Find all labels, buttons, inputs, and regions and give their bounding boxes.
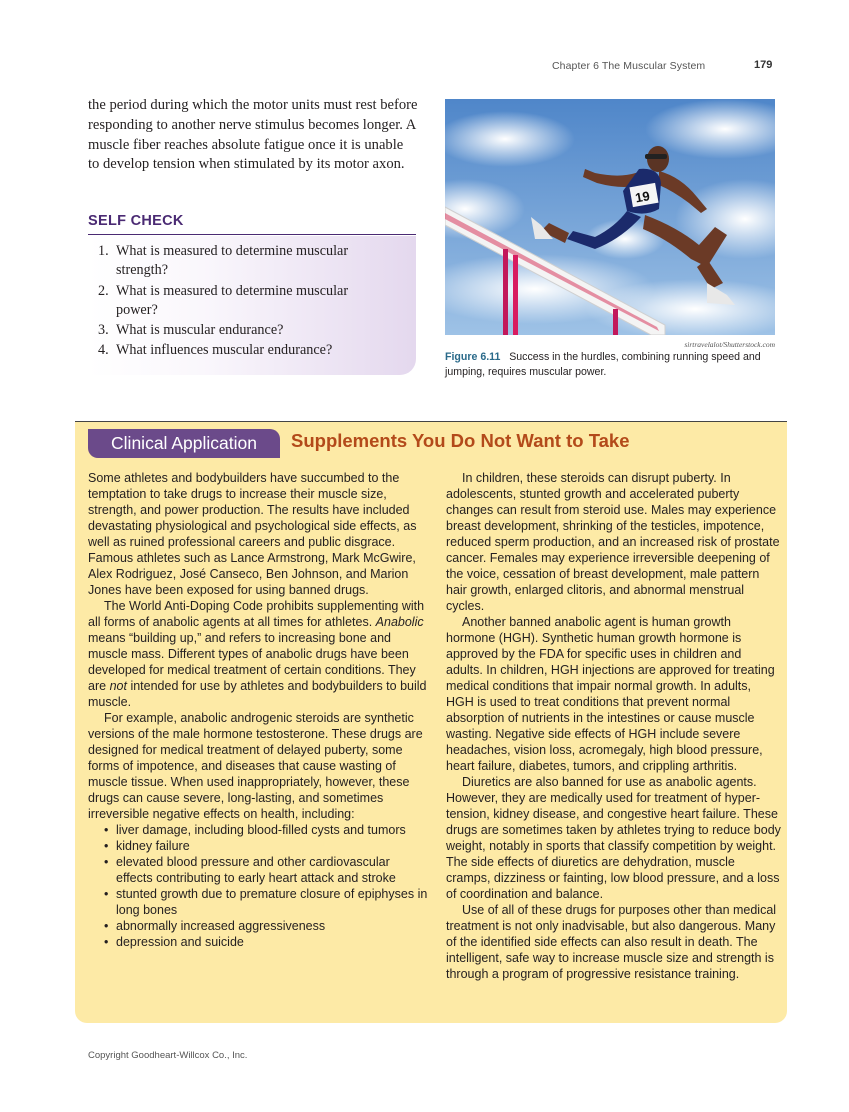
- copyright-footer: Copyright Goodheart-Willcox Co., Inc.: [88, 1050, 248, 1061]
- self-check-item: 3. What is muscular endurance?: [98, 322, 284, 339]
- running-header-chapter: Chapter 6 The Muscular System: [552, 60, 706, 72]
- self-check-item: 1. What is measured to determine muscular strength?: [98, 243, 349, 279]
- list-item: • kidney failure: [88, 838, 428, 854]
- list-item: • stunted growth due to premature closure of epiphyses in long bones: [88, 886, 428, 918]
- self-check-box: [88, 236, 416, 375]
- clinical-top-rule: [75, 421, 787, 422]
- intro-paragraph: the period during which the motor units must rest before responding to another nerve stimulus becomes longer. A muscle fiber reaches absolute fatigue once it is unable to develop tension when stimulated by its motor axon.: [88, 97, 418, 173]
- figure-label: Figure 6.11: [445, 351, 501, 363]
- figure-caption: [445, 350, 780, 379]
- clinical-title: Supplements You Do Not Want to Take: [291, 430, 630, 451]
- bib-number: 19: [634, 188, 651, 206]
- self-check-list: [88, 242, 388, 362]
- hurdler-photo: [445, 99, 775, 335]
- paragraph: In children, these steroids can disrupt puberty. In adolescents, stunted growth and accelerated puberty changes can result from steroid use. Males may experience breast development, shrinking of the testicles, impotence, reduced sperm production, and an increased risk of prostate cancer. Females may experience irreversible deepening of the voice, cessation of breast development, male pattern hair growth, enlarged clitoris, and abnormal menstrual cycles.: [446, 471, 780, 613]
- paragraph: For example, anabolic androgenic steroids are synthetic versions of the male hormone testosterone. These drugs are designed for medical treatment of delayed puberty, some forms of impotence, and diseases that cause wasting of muscle tissue. When used inappropriately, however, these drugs can cause severe, long-lasting, and sometimes irreversible negative effects on health, including:: [88, 711, 423, 821]
- paragraph: Diuretics are also banned for use as anabolic agents. However, they are medically used for treatment of hyper-tension, kidney disease, and congestive heart failure. These drugs are sometimes taken by athletes trying to reduce body weight, notably in sports that classify competition by weight. The side effects of diuretics are dehydration, muscle cramps, dizziness or fainting, low blood pressure, and a loss of coordination and balance.: [446, 775, 781, 901]
- paragraph: Use of all of these drugs for purposes other than medical treatment is not only inadvisable, but also dangerous. Many of the identified side effects can also result in death. The intelligent, safe way to increase muscle size and strength is through a program of progressive resistance training.: [446, 903, 777, 981]
- photo-credit: sirtravelalot/Shutterstock.com: [684, 340, 775, 349]
- clinical-column-left: [88, 470, 428, 950]
- list-item: • abnormally increased aggressiveness: [88, 918, 428, 934]
- self-check-heading: SELF CHECK: [88, 213, 184, 229]
- page-number: 179: [754, 59, 773, 71]
- clinical-application-tab: Clinical Application: [88, 429, 280, 458]
- clinical-column-right: [446, 470, 781, 982]
- side-effects-list: [88, 822, 428, 950]
- self-check-item: 2. What is measured to determine muscular power?: [98, 282, 349, 318]
- list-item: • liver damage, including blood-filled cysts and tumors: [88, 822, 428, 838]
- self-check-item: 4. What influences muscular endurance?: [98, 342, 333, 359]
- paragraph: The World Anti-Doping Code prohibits supplementing with all forms of anabolic agents at all times for athletes. Anabolic means “building up,” and refers to increasing bone and muscle mass. Different types of anabolic drugs have been developed for medical treatment of certain conditions. They are not intended for use by athletes and bodybuilders to build muscle.: [88, 599, 427, 709]
- self-check-rule: [88, 234, 416, 235]
- paragraph: Some athletes and bodybuilders have succumbed to the temptation to take drugs to increase their muscle size, strength, and power production. The results have included devastating physiological and psychological side effects, as well as ruined professional careers and public disgrace. Famous athletes such as Lance Armstrong, Mark McGwire, Alex Rodriguez, José Canseco, Ben Johnson, and Marion Jones have been exposed for using banned drugs.: [88, 471, 417, 597]
- list-item: • elevated blood pressure and other cardiovascular effects contributing to early heart attack and stroke: [88, 854, 428, 886]
- list-item: • depression and suicide: [88, 934, 428, 950]
- figure-caption-text: Success in the hurdles, combining running speed and jumping, requires muscular power.: [445, 351, 761, 378]
- paragraph: Another banned anabolic agent is human growth hormone (HGH). Synthetic human growth hormone is approved by the FDA for specific uses in children and adults. In children, HGH injections are approved for treating medical conditions that impair normal growth. In adults, HGH is used to treat conditions that prevent normal absorption of nutrients in the intestines or cause muscle wasting. Negative side effects of HGH include severe headaches, vision loss, acromegaly, high blood pressure, heart failure, diabetes, tumors, and crippling arthritis.: [446, 615, 775, 773]
